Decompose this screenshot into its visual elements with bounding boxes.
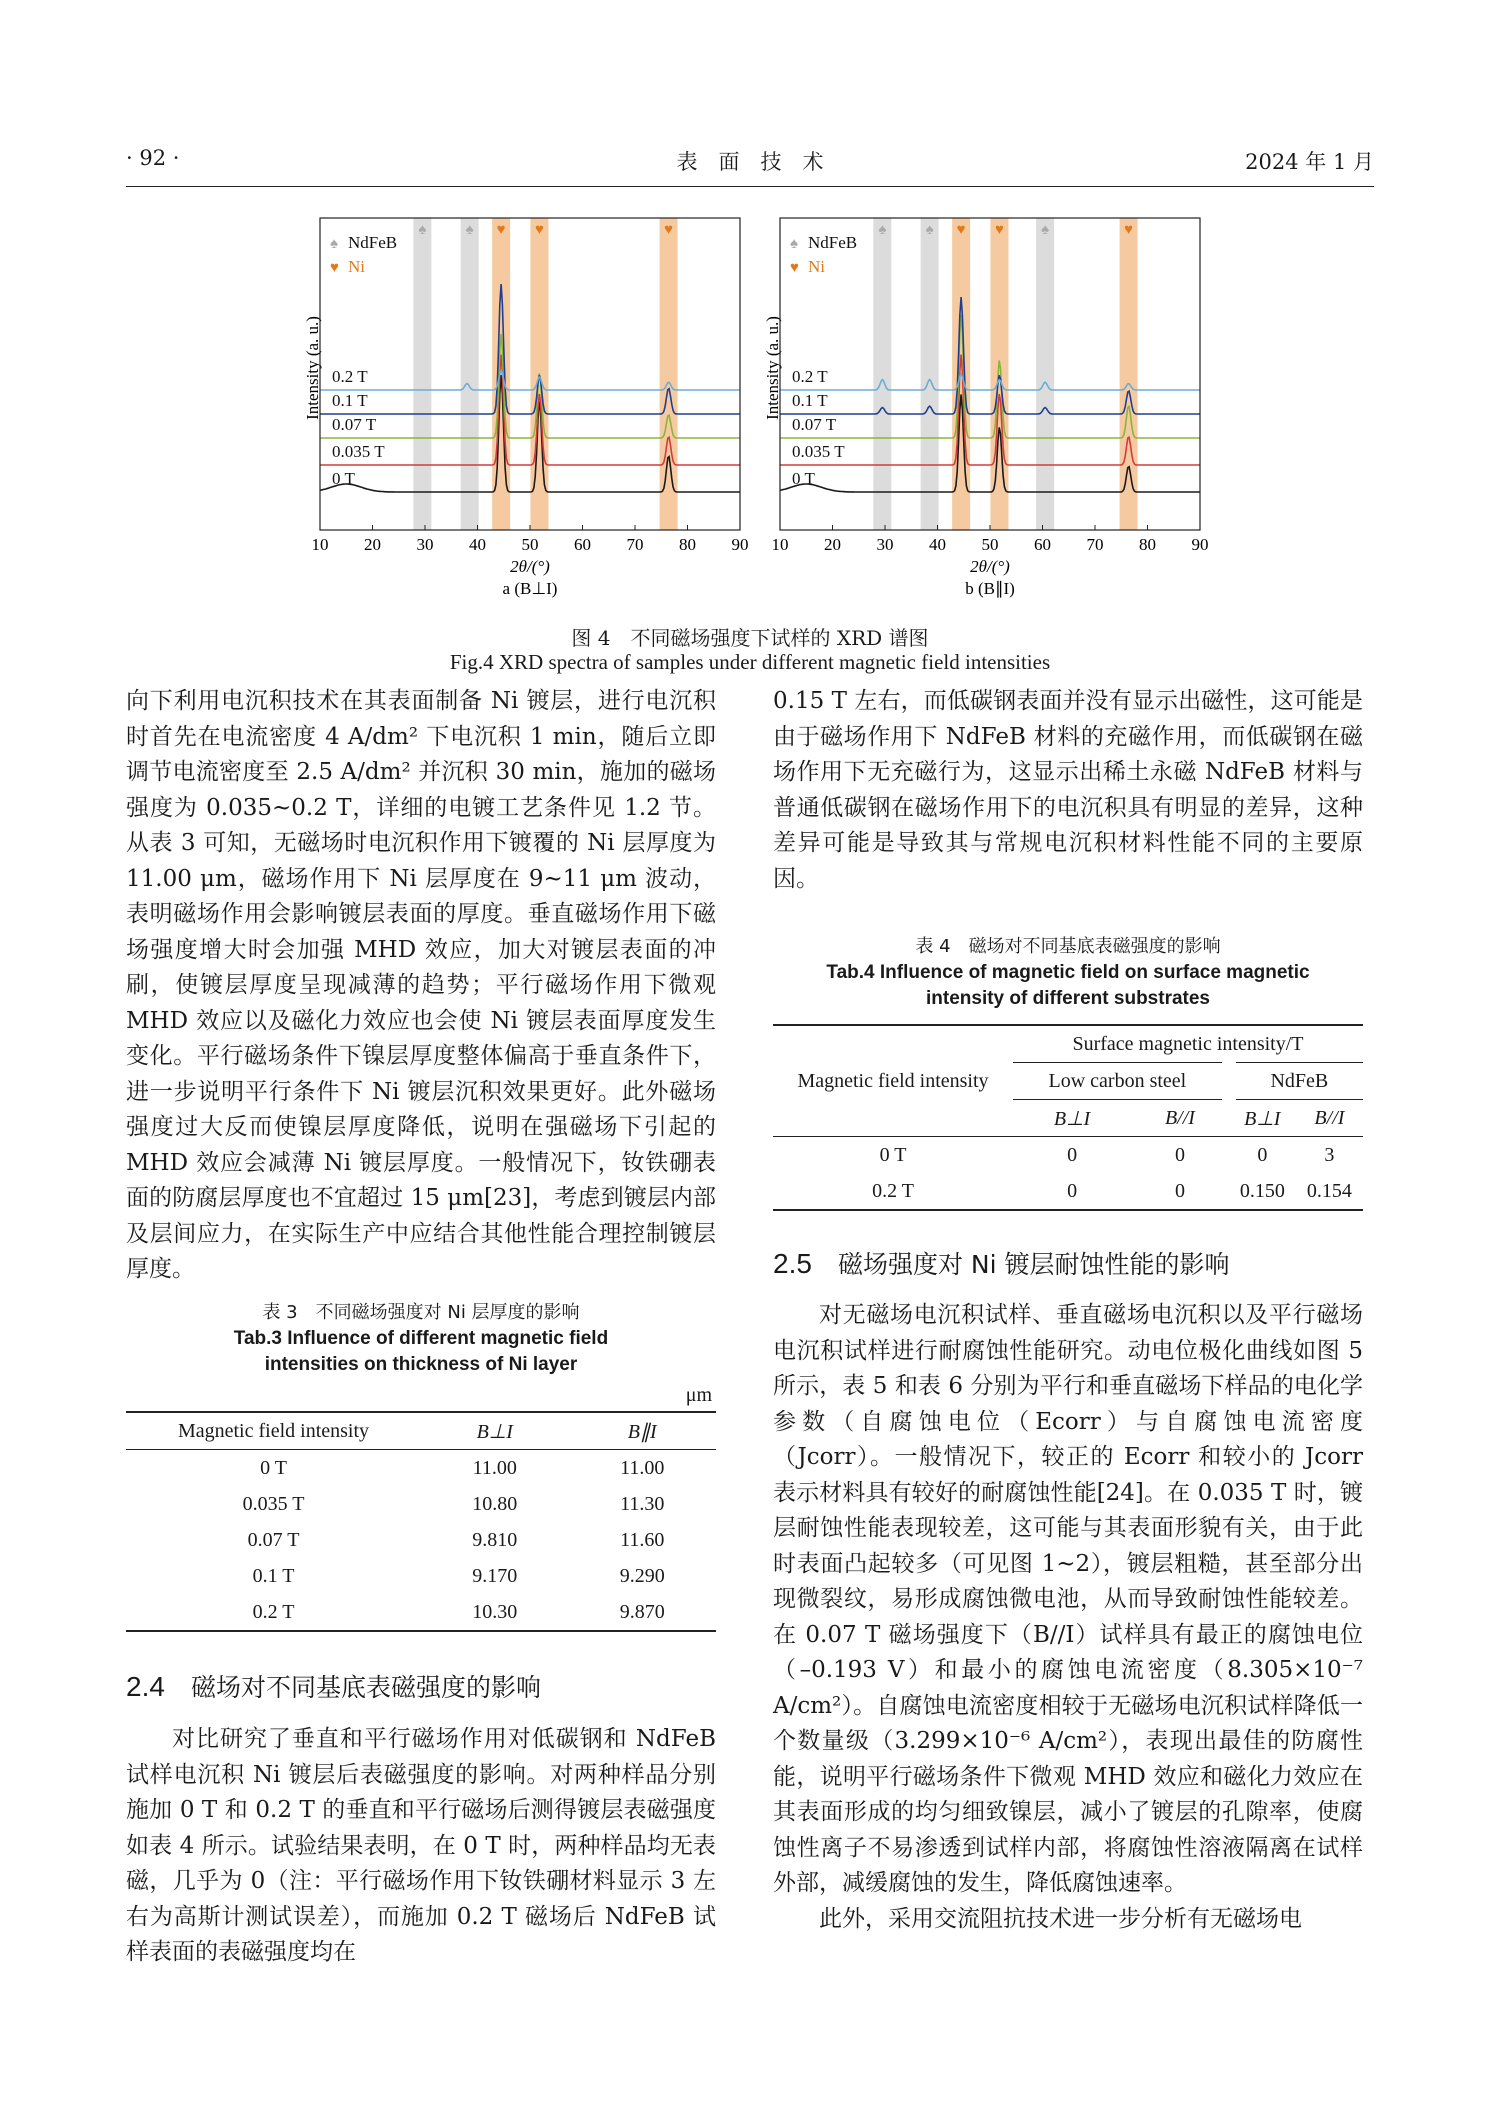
figure-caption-cn: 图 4 不同磁场强度下试样的 XRD 谱图 [571,626,929,650]
trace-label: 0.2 T [792,367,828,386]
ndfeb-band [921,218,939,530]
x-tick-label: 30 [416,535,434,554]
table3-header: B∥I [627,1420,657,1443]
ndfeb-marker: ♠ [465,222,474,238]
paragraph: 此外，采用交流阻抗技术进一步分析有无磁场电 [819,1905,1302,1932]
ndfeb-band [873,218,891,530]
panel-label: a (B⊥I) [502,579,558,598]
legend-label: Ni [808,257,825,276]
table3-cell: 10.80 [472,1492,518,1515]
table3-grid [126,1411,716,1632]
table4-cell: 0.2 T [872,1179,914,1202]
x-tick-label: 40 [929,535,946,554]
ni-marker: ♥ [994,222,1004,238]
ndfeb-band [1036,218,1054,530]
table4-header: Magnetic field intensity [773,1025,1013,1137]
figure-caption-en: Fig.4 XRD spectra of samples under different magnetic field intensities [449,650,1051,674]
table4-header: B//I [1164,1106,1195,1129]
table4-header: Low carbon steel [1013,1063,1229,1100]
table3-cell: 9.870 [619,1600,665,1623]
left-column-2 [126,1722,716,1971]
section-title: 磁场对不同基底表磁强度的影响 [190,1673,541,1702]
table3-cell: 10.30 [472,1600,518,1623]
table4-cell: 0 [1067,1179,1078,1202]
table-4 [773,934,1363,1211]
trace-label: 0.07 T [792,415,837,434]
x-axis-label: 2θ/(°) [510,557,550,576]
table3-cell: 11.00 [620,1456,665,1479]
panel-label: b (B∥I) [965,579,1015,598]
right-column-2 [773,1298,1363,1937]
paragraph: 对无磁场电沉积试样、垂直磁场电沉积以及平行磁场电沉积试样进行耐腐蚀性能研究。动电位极化曲线如图 5 所示，表 5 和表 6 分别为平行和垂直磁场下样品的电化学参数（自腐蚀电位（Ecorr）与自腐蚀电流密度（Jcorr）。一般情况下，较正的 Ecorr 和较小的 Jcorr 表示材料具有较好的耐腐蚀性能[24]。在 0.035 T 时，镀层耐蚀性能表现较差，这可能与其表面形貌有关，由于此时表面凸起较多（可见图 1~2），镀层粗糙，甚至部分出现微裂纹，易形成腐蚀微电池，从而导致耐蚀性能较差。在 0.07 T 磁场强度下（B//I）试样具有最正的腐蚀电位（–0.193 V）和最小的腐蚀电流密度（8.305×10⁻⁷ A/cm²）。自腐蚀电流密度相较于无磁场电沉积试样降低一个数量级（3.299×10⁻⁶ A/cm²），表现出最佳的防腐性能，说明平行磁场条件下微观 MHD 效应和磁化力效应在其表面形成的均匀细致镍层，减小了镀层的孔隙率，使腐蚀性离子不易渗透到试样内部，将腐蚀性溶液隔离在试样外部，减缓腐蚀的发生，降低腐蚀速率。 [773,1302,1363,1896]
page-header [126,146,1374,187]
table3-row [126,1594,716,1631]
x-tick-label: 50 [981,535,999,554]
table3-cell: 11.60 [620,1528,665,1551]
paragraph: 向下利用电沉积技术在其表面制备 Ni 镀层，进行电沉积时首先在电流密度 4 A/dm² 下电沉积 1 min，随后立即调节电流密度至 2.5 A/dm² 并沉积 30 min，施加的磁场强度为 0.035~0.2 T，详细的电镀工艺条件见 1.2 节。从表 3 可知，无磁场时电沉积作用下镀覆的 Ni 层厚度为 11.00 μm，磁场作用下 Ni 层厚度在 9~11 μm 波动，表明磁场作用会影响镀层表面的厚度。垂直磁场作用下磁场强度增大时会加强 MHD 效应，加大对镀层表面的冲刷，使镀层厚度呈现减薄的趋势；平行磁场作用下微观 MHD 效应以及磁化力效应也会使 Ni 镀层表面厚度发生变化。平行磁场条件下镍层厚度整体偏高于垂直条件下，进一步说明平行条件下 Ni 镀层沉积效果更好。此外磁场强度过大反而使镍层厚度降低，说明在强磁场下引起的 MHD 效应会减薄 Ni 镀层厚度。一般情况下，钕铁硼表面的防腐层厚度也不宜超过 15 μm[23]，考虑到镀层内部及层间应力，在实际生产中应结合其他性能合理控制镀层厚度。 [126,688,716,1282]
table3-row [126,1486,716,1522]
ndfeb-band [413,218,431,530]
ndfeb-marker: ♠ [878,222,887,238]
table3-row [126,1450,716,1487]
x-tick-label: 20 [824,535,841,554]
trace-label: 0.1 T [332,391,368,410]
table4-header: NdFeB [1229,1063,1363,1100]
ni-band [990,218,1008,530]
x-tick-label: 80 [1139,535,1156,554]
page-number: · 92 · [126,146,180,170]
section-2-4-heading [126,1668,541,1704]
table3-cell: 0.035 T [242,1492,305,1515]
ni-band [1120,218,1138,530]
x-tick-label: 60 [574,535,591,554]
section-number: 2.5 [773,1248,812,1279]
trace-label: 0 T [792,469,815,488]
table3-caption-cn: 表 3 不同磁场强度对 Ni 层厚度的影响 [262,1302,580,1323]
section-number: 2.4 [126,1671,165,1702]
ni-marker: ♥ [956,222,966,238]
table4-cell: 0 [1174,1143,1185,1166]
table3-header: Magnetic field intensity [177,1419,370,1442]
legend-symbol: ♠ [330,236,338,252]
x-tick-label: 30 [876,535,894,554]
trace-label: 0.1 T [792,391,828,410]
table3-unit: μm [685,1384,712,1406]
table4-caption-en-1: Tab.4 Influence of magnetic field on surface magnetic [826,962,1310,983]
table3-cell: 11.30 [620,1492,665,1515]
table3-cell: 0.2 T [252,1600,295,1623]
trace-label: 0.035 T [792,442,845,461]
table3-row [126,1522,716,1558]
x-tick-label: 60 [1034,535,1051,554]
ndfeb-marker: ♠ [1041,222,1050,238]
table4-cell: 0.154 [1306,1179,1352,1202]
ni-marker: ♥ [534,222,544,238]
table4-header: B⊥I [1244,1107,1281,1130]
legend-symbol: ♥ [330,260,339,276]
x-tick-label: 90 [1191,535,1209,554]
table3-cell: 9.810 [472,1528,518,1551]
legend-label: NdFeB [348,233,398,252]
ndfeb-marker: ♠ [925,222,934,238]
table3-cell: 0.1 T [252,1564,295,1587]
x-tick-label: 70 [626,535,644,554]
trace-label: 0.035 T [332,442,385,461]
table4-grid [773,1024,1363,1211]
trace-label: 0 T [332,469,355,488]
x-axis-label: 2θ/(°) [970,557,1010,576]
x-tick-label: 80 [679,535,696,554]
xrd-figure [303,210,1209,618]
x-tick-label: 90 [731,535,749,554]
ni-marker: ♥ [496,222,506,238]
paragraph: 对比研究了垂直和平行磁场作用对低碳钢和 NdFeB 试样电沉积 Ni 镀层后表磁强度的影响。对两种样品分别施加 0 T 和 0.2 T 的垂直和平行磁场后测得镀层表磁强度如表 4 所示。试验结果表明，在 0 T 时，两种样品均无表磁，几乎为 0（注：平行磁场作用下钕铁硼材料显示 3 左右为高斯计测试误差），而施加 0.2 T 磁场后 NdFeB 试样表面的表磁强度均在 [126,1726,716,1965]
ndfeb-marker: ♠ [418,222,427,238]
ni-marker: ♥ [1124,222,1134,238]
section-2-5-heading [773,1245,1229,1281]
table3-caption-en-2: intensities on thickness of Ni layer [264,1354,578,1375]
table4-caption-cn: 表 4 磁场对不同基底表磁强度的影响 [915,936,1221,957]
table4-cell: 0 [1174,1179,1185,1202]
trace-label: 0.07 T [332,415,377,434]
table3-cell: 9.290 [619,1564,665,1587]
issue-date: 2024 年 1 月 [1245,150,1374,174]
table4-cell: 0 [1067,1143,1078,1166]
figure-4 [303,210,1209,622]
ni-band [660,218,678,530]
table4-cell: 0.150 [1239,1179,1285,1202]
legend-symbol: ♥ [790,260,799,276]
paragraph: 0.15 T 左右，而低碳钢表面并没有显示出磁性，这可能是由于磁场作用下 NdFeB 材料的充磁作用，而低碳钢在磁场作用下无充磁行为，这显示出稀土永磁 NdFeB 材料与普通低碳钢在磁场作用下的电沉积具有明显的差异，这种差异可能是导致其与常规电沉积材料性能不同的主要原因。 [773,688,1363,892]
left-column [126,684,716,1288]
y-axis-label: Intensity (a. u.) [763,316,782,420]
table3-row [126,1558,716,1594]
table4-header: Surface magnetic intensity/T [1013,1025,1363,1063]
x-tick-label: 20 [364,535,381,554]
table3-header: B⊥I [476,1420,513,1443]
legend-label: Ni [348,257,365,276]
table3-cell: 11.00 [472,1456,517,1479]
table4-cell: 0 [1257,1143,1268,1166]
journal-name: 表 面 技 术 [676,150,824,174]
table4-row [773,1137,1363,1174]
y-axis-label: Intensity (a. u.) [303,316,322,420]
table4-caption-en-2: intensity of different substrates [926,988,1210,1009]
x-tick-label: 50 [521,535,539,554]
table4-cell: 0 T [879,1143,907,1166]
legend-label: NdFeB [808,233,858,252]
section-title: 磁场强度对 Ni 镀层耐蚀性能的影响 [837,1250,1230,1279]
table4-cell: 3 [1324,1143,1335,1166]
x-tick-label: 40 [469,535,486,554]
x-tick-label: 10 [771,535,789,554]
table4-header: B//I [1314,1106,1345,1129]
right-column [773,684,1363,897]
legend-symbol: ♠ [790,236,798,252]
table3-cell: 0 T [260,1456,287,1479]
table4-row [773,1173,1363,1210]
table3-cell: 9.170 [472,1564,518,1587]
table3-caption-en-1: Tab.3 Influence of different magnetic field [233,1328,609,1349]
x-tick-label: 70 [1086,535,1104,554]
table3-cell: 0.07 T [247,1528,300,1551]
trace-label: 0.2 T [332,367,368,386]
x-tick-label: 10 [311,535,329,554]
ndfeb-band [461,218,479,530]
table-3 [126,1300,716,1632]
table4-header: B⊥I [1053,1107,1091,1130]
ni-band [492,218,510,530]
ni-marker: ♥ [664,222,674,238]
